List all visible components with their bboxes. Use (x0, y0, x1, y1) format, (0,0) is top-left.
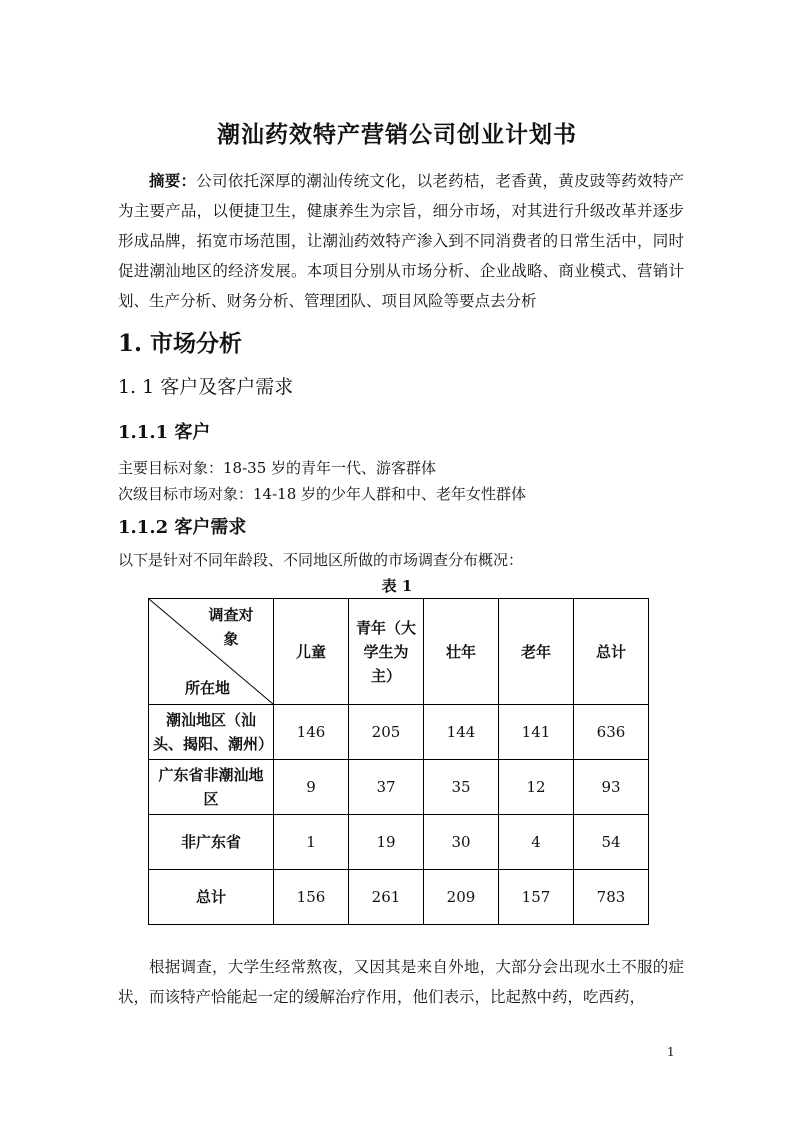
table-cell: 205 (349, 705, 424, 760)
table-cell: 37 (349, 760, 424, 815)
survey-intro-text: 以下是针对不同年龄段、不同地区所做的市场调查分布概况： (118, 551, 524, 569)
table-cell: 209 (424, 870, 499, 925)
primary-target-text: 主要目标对象：18-35 岁的青年一代、游客群体 (118, 459, 437, 477)
abstract-paragraph (118, 166, 684, 316)
body-paragraph: 根据调查，大学生经常熬夜，又因其是来自外地，大部分会出现水土不服的症状，而该特产恰能起一定的缓解治疗作用，他们表示，比起熬中药，吃西药， (118, 958, 684, 1006)
body-text (118, 952, 684, 1012)
table-cell: 141 (499, 705, 574, 760)
header-cell: 壮年 (424, 599, 499, 705)
table-row (149, 760, 649, 815)
table-cell: 9 (274, 760, 349, 815)
table-cell: 156 (274, 870, 349, 925)
diag-bottom-label: 所在地 (185, 679, 231, 697)
table-cell: 35 (424, 760, 499, 815)
table-cell: 30 (424, 815, 499, 870)
heading-market-analysis: 1. 市场分析 (118, 330, 243, 357)
heading-customers-and-needs: 1. 1 客户及客户需求 (118, 376, 294, 398)
table-cell: 54 (574, 815, 649, 870)
table-cell: 144 (424, 705, 499, 760)
table-row (149, 870, 649, 925)
table-cell: 93 (574, 760, 649, 815)
header-cell: 总计 (574, 599, 649, 705)
secondary-target-text: 次级目标市场对象：14-18 岁的少年人群和中、老年女性群体 (118, 485, 527, 503)
diagonal-header-cell (149, 599, 274, 705)
header-cell: 老年 (499, 599, 574, 705)
table-caption: 表 1 (381, 577, 413, 595)
heading-customers: 1.1.1 客户 (118, 422, 211, 443)
table-cell: 4 (499, 815, 574, 870)
heading-customer-needs: 1.1.2 客户需求 (118, 517, 247, 538)
table-row (149, 815, 649, 870)
table-cell: 636 (574, 705, 649, 760)
header-cell: 青年（大学生为主） (349, 599, 424, 705)
row-header-cell: 总计 (149, 870, 274, 925)
survey-table (148, 598, 649, 925)
abstract-text: 公司依托深厚的潮汕传统文化，以老药桔，老香黄，黄皮豉等药效特产为主要产品，以便捷卫生，健康养生为宗旨，细分市场，对其进行升级改革并逐步形成品牌，拓宽市场范围，让潮汕药效特产渗入到不同消费者的日常生活中，同时促进潮汕地区的经济发展。本项目分别从市场分析、企业战略、商业模式、营销计划、生产分析、财务分析、管理团队、项目风险等要点去分析 (118, 172, 684, 310)
table-cell: 12 (499, 760, 574, 815)
document-title: 潮汕药效特产营销公司创业计划书 (217, 121, 577, 148)
table-cell: 157 (499, 870, 574, 925)
row-header-cell: 广东省非潮汕地区 (149, 760, 274, 815)
header-cell: 儿童 (274, 599, 349, 705)
table-cell: 783 (574, 870, 649, 925)
table-cell: 19 (349, 815, 424, 870)
row-header-cell: 非广东省 (149, 815, 274, 870)
table-header-row (149, 599, 649, 705)
page-number: 1 (667, 1045, 675, 1059)
diag-top-label: 调查对象 (208, 606, 254, 648)
table-cell: 1 (274, 815, 349, 870)
abstract-lead: 摘要： (149, 171, 197, 190)
table-cell: 146 (274, 705, 349, 760)
table-cell: 261 (349, 870, 424, 925)
row-header-cell: 潮汕地区（汕头、揭阳、潮州） (149, 705, 274, 760)
table-row (149, 705, 649, 760)
abstract (118, 166, 684, 316)
